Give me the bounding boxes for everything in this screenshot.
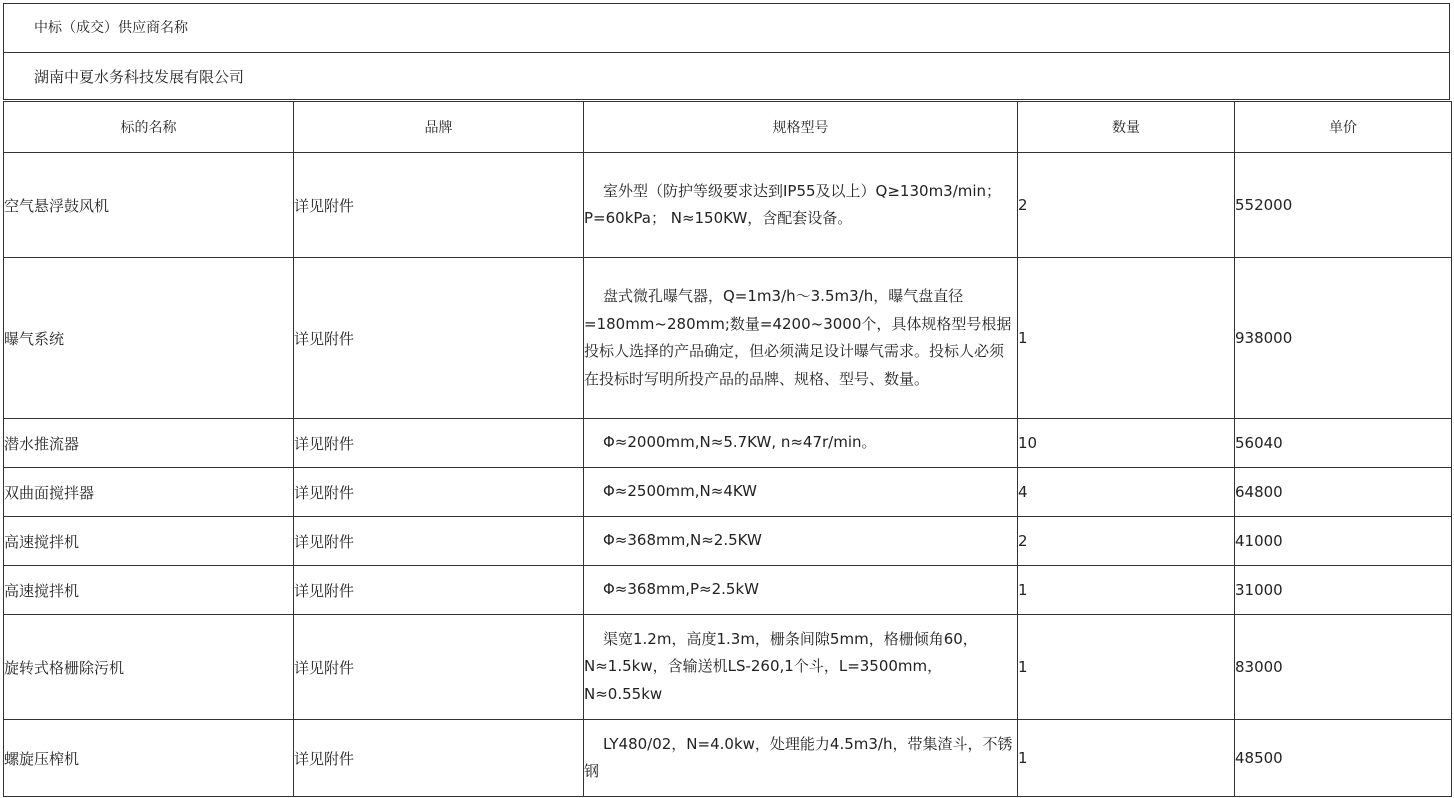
supplier-name: 湖南中夏水务科技发展有限公司 [34, 68, 245, 86]
item-brand: 详见附件 [294, 615, 584, 720]
item-unit-price: 938000 [1235, 258, 1452, 419]
item-spec [584, 258, 1018, 419]
item-spec [584, 566, 1018, 615]
item-quantity: 1 [1018, 258, 1235, 419]
item-unit-price: 64800 [1235, 468, 1452, 517]
item-spec-text: Φ≈2500mm,N≈4KW [603, 482, 758, 501]
header-quantity: 数量 [1018, 102, 1235, 153]
header-spec: 规格型号 [584, 102, 1018, 153]
item-quantity: 1 [1018, 720, 1235, 797]
table-row [4, 258, 1452, 419]
table-row [4, 419, 1452, 468]
item-spec-text: Φ≈368mm,N≈2.5KW [603, 531, 762, 550]
item-brand: 详见附件 [294, 720, 584, 797]
header-unit-price: 单价 [1235, 102, 1452, 153]
table-row [4, 720, 1452, 797]
item-unit-price: 83000 [1235, 615, 1452, 720]
item-spec-text: Φ≈2000mm,N≈5.7KW, n≈47r/min。 [603, 433, 877, 452]
table-row [4, 153, 1452, 258]
item-unit-price: 552000 [1235, 153, 1452, 258]
item-brand: 详见附件 [294, 258, 584, 419]
item-name: 双曲面搅拌器 [4, 468, 294, 517]
table-row [4, 615, 1452, 720]
table-row [4, 468, 1452, 517]
item-name: 空气悬浮鼓风机 [4, 153, 294, 258]
item-spec [584, 419, 1018, 468]
item-unit-price: 31000 [1235, 566, 1452, 615]
item-spec-text: 盘式微孔曝气器，Q=1m3/h～3.5m3/h，曝气盘直径=180mm~280mm;数量=4200~3000个，具体规格型号根据投标人选择的产品确定，但必须满足设计曝气需求。投标人必须在投标时写明所投产品的品牌、规格、型号、数量。 [584, 287, 1012, 388]
item-quantity: 4 [1018, 468, 1235, 517]
item-unit-price: 48500 [1235, 720, 1452, 797]
item-spec [584, 720, 1018, 797]
item-spec-text: 渠宽1.2m，高度1.3m，栅条间隙5mm，格栅倾角60，N≈1.5kw，含输送机LS-260,1个斗，L=3500mm，N≈0.55kw [584, 629, 978, 703]
item-spec [584, 468, 1018, 517]
item-quantity: 2 [1018, 153, 1235, 258]
item-spec [584, 153, 1018, 258]
item-spec-text: Φ≈368mm,P≈2.5kW [603, 580, 759, 599]
item-brand: 详见附件 [294, 517, 584, 566]
item-unit-price: 56040 [1235, 419, 1452, 468]
supplier-section [3, 3, 1450, 100]
item-spec [584, 517, 1018, 566]
item-name: 曝气系统 [4, 258, 294, 419]
header-brand: 品牌 [294, 102, 584, 153]
item-name: 高速搅拌机 [4, 517, 294, 566]
item-unit-price: 41000 [1235, 517, 1452, 566]
table-row [4, 517, 1452, 566]
item-brand: 详见附件 [294, 566, 584, 615]
item-brand: 详见附件 [294, 153, 584, 258]
item-spec-text: 室外型（防护等级要求达到IP55及以上）Q≥130m3/min； P=60kPa； N≈150KW，含配套设备。 [584, 181, 1002, 227]
item-brand: 详见附件 [294, 468, 584, 517]
item-quantity: 1 [1018, 615, 1235, 720]
items-table [3, 101, 1452, 797]
item-name: 高速搅拌机 [4, 566, 294, 615]
item-name: 旋转式格栅除污机 [4, 615, 294, 720]
supplier-label: 中标（成交）供应商名称 [4, 4, 1449, 53]
item-name: 潜水推流器 [4, 419, 294, 468]
item-quantity: 2 [1018, 517, 1235, 566]
table-row [4, 566, 1452, 615]
item-quantity: 10 [1018, 419, 1235, 468]
item-name: 螺旋压榨机 [4, 720, 294, 797]
header-item-name: 标的名称 [4, 102, 294, 153]
item-quantity: 1 [1018, 566, 1235, 615]
table-header-row [4, 102, 1452, 153]
item-spec [584, 615, 1018, 720]
item-brand: 详见附件 [294, 419, 584, 468]
item-spec-text: LY480/02，N=4.0kw，处理能力4.5m3/h，带集渣斗，不锈钢 [584, 734, 1013, 780]
